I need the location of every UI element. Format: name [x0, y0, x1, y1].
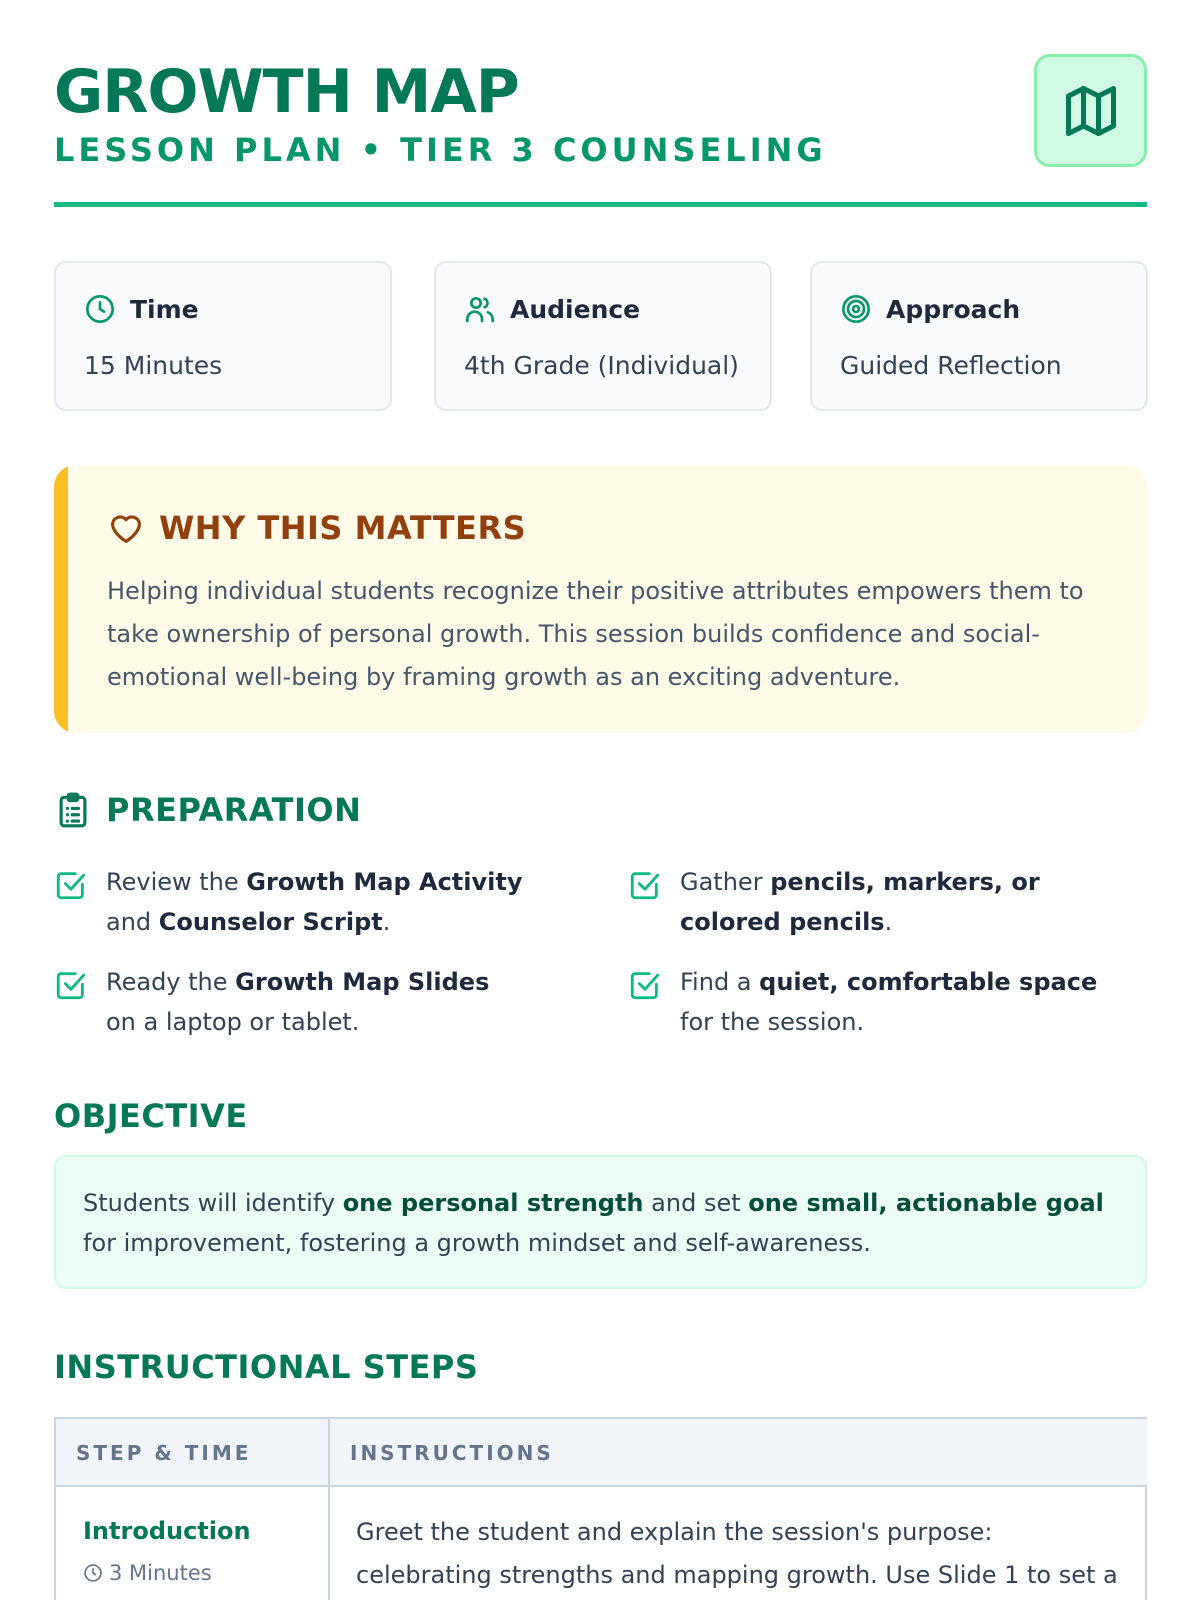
checkbox-checked-icon — [54, 868, 88, 902]
objective-text: Students will identify one personal strength and set one small, actionable goal for improvement, fostering a growth mindset and self-awareness. — [83, 1189, 1104, 1257]
instructional-steps-heading — [54, 1348, 478, 1386]
prep-item-text: Gather pencils, markers, or colored pencils. — [680, 868, 1040, 936]
table-header-cell — [330, 1419, 1147, 1487]
map-badge — [1034, 54, 1147, 167]
prep-item — [54, 862, 524, 942]
column-header-step-time: STEP & TIME — [76, 1441, 252, 1465]
clock-icon — [83, 1563, 103, 1583]
info-card-audience — [434, 261, 772, 411]
section-title: OBJECTIVE — [54, 1097, 248, 1135]
why-this-matters-callout — [54, 465, 1147, 733]
step-instructions: Greet the student and explain the session's purpose: celebrating strengths and mapping growth. Use Slide 1 to set a — [356, 1518, 1118, 1589]
prep-item — [628, 862, 1098, 942]
clock-icon — [84, 293, 116, 325]
prep-item-text: Ready the Growth Map Slides on a laptop or tablet. — [106, 968, 490, 1036]
clipboard-icon — [54, 790, 92, 830]
objective-heading — [54, 1097, 248, 1135]
info-card-time — [54, 261, 392, 411]
map-icon — [1061, 81, 1121, 141]
step-time — [83, 1561, 212, 1585]
prep-item-text: Find a quiet, comfortable space for the session. — [680, 968, 1098, 1036]
step-name: Introduction — [83, 1517, 251, 1545]
users-icon — [464, 293, 496, 325]
heart-icon — [107, 509, 145, 547]
page-subtitle: LESSON PLAN • TIER 3 COUNSELING — [54, 131, 827, 169]
checkbox-checked-icon — [628, 868, 662, 902]
table-header-cell — [56, 1419, 328, 1487]
prep-item — [54, 962, 524, 1042]
checkbox-checked-icon — [54, 968, 88, 1002]
steps-table — [54, 1417, 1147, 1600]
preparation-heading — [54, 790, 361, 830]
info-card-approach — [810, 261, 1148, 411]
info-cards — [54, 261, 1147, 411]
info-card-value: Guided Reflection — [840, 351, 1062, 380]
info-card-value: 15 Minutes — [84, 351, 223, 380]
page-header — [54, 52, 1147, 207]
step-time-label: 3 Minutes — [109, 1561, 212, 1585]
callout-title: WHY THIS MATTERS — [159, 509, 527, 547]
info-card-label: Audience — [510, 294, 641, 324]
section-title: INSTRUCTIONAL STEPS — [54, 1348, 479, 1386]
info-card-label: Time — [130, 294, 199, 324]
info-card-label: Approach — [886, 294, 1021, 324]
prep-item — [628, 962, 1098, 1042]
section-title: PREPARATION — [106, 791, 362, 829]
page-title: GROWTH MAP — [54, 57, 519, 127]
callout-accent-bar — [54, 465, 68, 733]
target-icon — [840, 293, 872, 325]
info-card-value: 4th Grade (Individual) — [464, 351, 739, 380]
checkbox-checked-icon — [628, 968, 662, 1002]
callout-text: Helping individual students recognize their positive attributes empowers them to take ownership of personal growth. This session builds confidence and social-emotional well-being by framing growth as an exciting adventure. — [107, 577, 1084, 691]
column-header-instructions: INSTRUCTIONS — [350, 1441, 554, 1465]
prep-item-text: Review the Growth Map Activity and Counselor Script. — [106, 868, 523, 936]
objective-box — [54, 1155, 1147, 1289]
column-divider — [328, 1419, 330, 1600]
